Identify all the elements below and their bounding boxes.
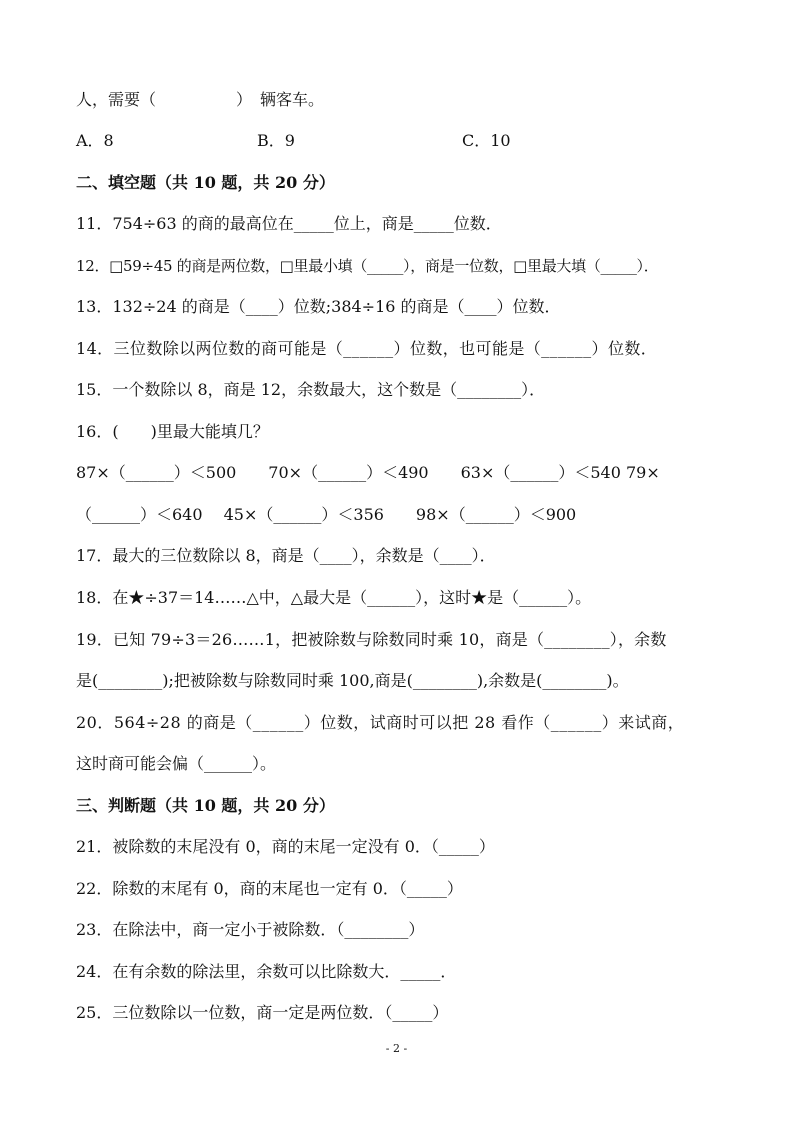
- question-15: 15．一个数除以 8，商是 12，余数最大，这个数是（________）．: [76, 380, 546, 399]
- question-17: 17．最大的三位数除以 8，商是（____），余数是（____）．: [76, 546, 496, 565]
- section-heading-fill-in: 二、填空题（共 10 题，共 20 分）: [76, 173, 335, 192]
- question-23: 23．在除法中，商一定小于被除数．（________）: [76, 920, 425, 939]
- option-a: A．8: [76, 131, 114, 150]
- question-16-row-1: 87×（______）＜500 70×（______）＜490 63×（______）＜540 79×: [76, 463, 660, 482]
- question-25: 25．三位数除以一位数，商一定是两位数．（_____）: [76, 1003, 449, 1022]
- question-19-line-1: 19．已知 79÷3＝26……1，把被除数与除数同时乘 10，商是（________），余数: [76, 630, 667, 649]
- section-heading-true-false: 三、判断题（共 10 题，共 20 分）: [76, 796, 335, 815]
- question-13: 13．132÷24 的商是（____）位数;384÷16 的商是（____）位数．: [76, 297, 561, 316]
- page-number: - 2 -: [385, 1042, 408, 1055]
- question-18: 18．在★÷37＝14……△中，△最大是（______），这时★是（______）。: [76, 588, 592, 607]
- question-19-line-2: 是(________);把被除数与除数同时乘 100,商是(________),余数是(________)。: [76, 671, 629, 690]
- question-20-line-1: 20．564÷28 的商是（______）位数，试商时可以把 28 看作（______）来试商，: [76, 713, 685, 732]
- question-continuation: 人，需要（ ） 辆客车。: [76, 90, 325, 109]
- question-16: 16．( )里最大能填几？: [76, 422, 269, 441]
- question-21: 21．被除数的末尾没有 0，商的末尾一定没有 0．（_____）: [76, 837, 495, 856]
- option-c: C．10: [462, 131, 511, 150]
- question-20-line-2: 这时商可能会偏（______）。: [76, 754, 277, 773]
- question-11: 11．754÷63 的商的最高位在_____位上，商是_____位数．: [76, 214, 502, 233]
- question-24: 24．在有余数的除法里，余数可以比除数大．_____．: [76, 962, 457, 981]
- option-b: B．9: [257, 131, 295, 150]
- question-22: 22．除数的末尾有 0，商的末尾也一定有 0．（_____）: [76, 879, 463, 898]
- question-16-row-2: （______）＜640 45×（______）＜356 98×（______）＜900: [76, 505, 577, 524]
- question-12: 12．□59÷45 的商是两位数，□里最小填（_____），商是一位数，□里最大填（_____）．: [76, 257, 659, 275]
- question-14: 14．三位数除以两位数的商可能是（______）位数，也可能是（______）位数．: [76, 339, 658, 358]
